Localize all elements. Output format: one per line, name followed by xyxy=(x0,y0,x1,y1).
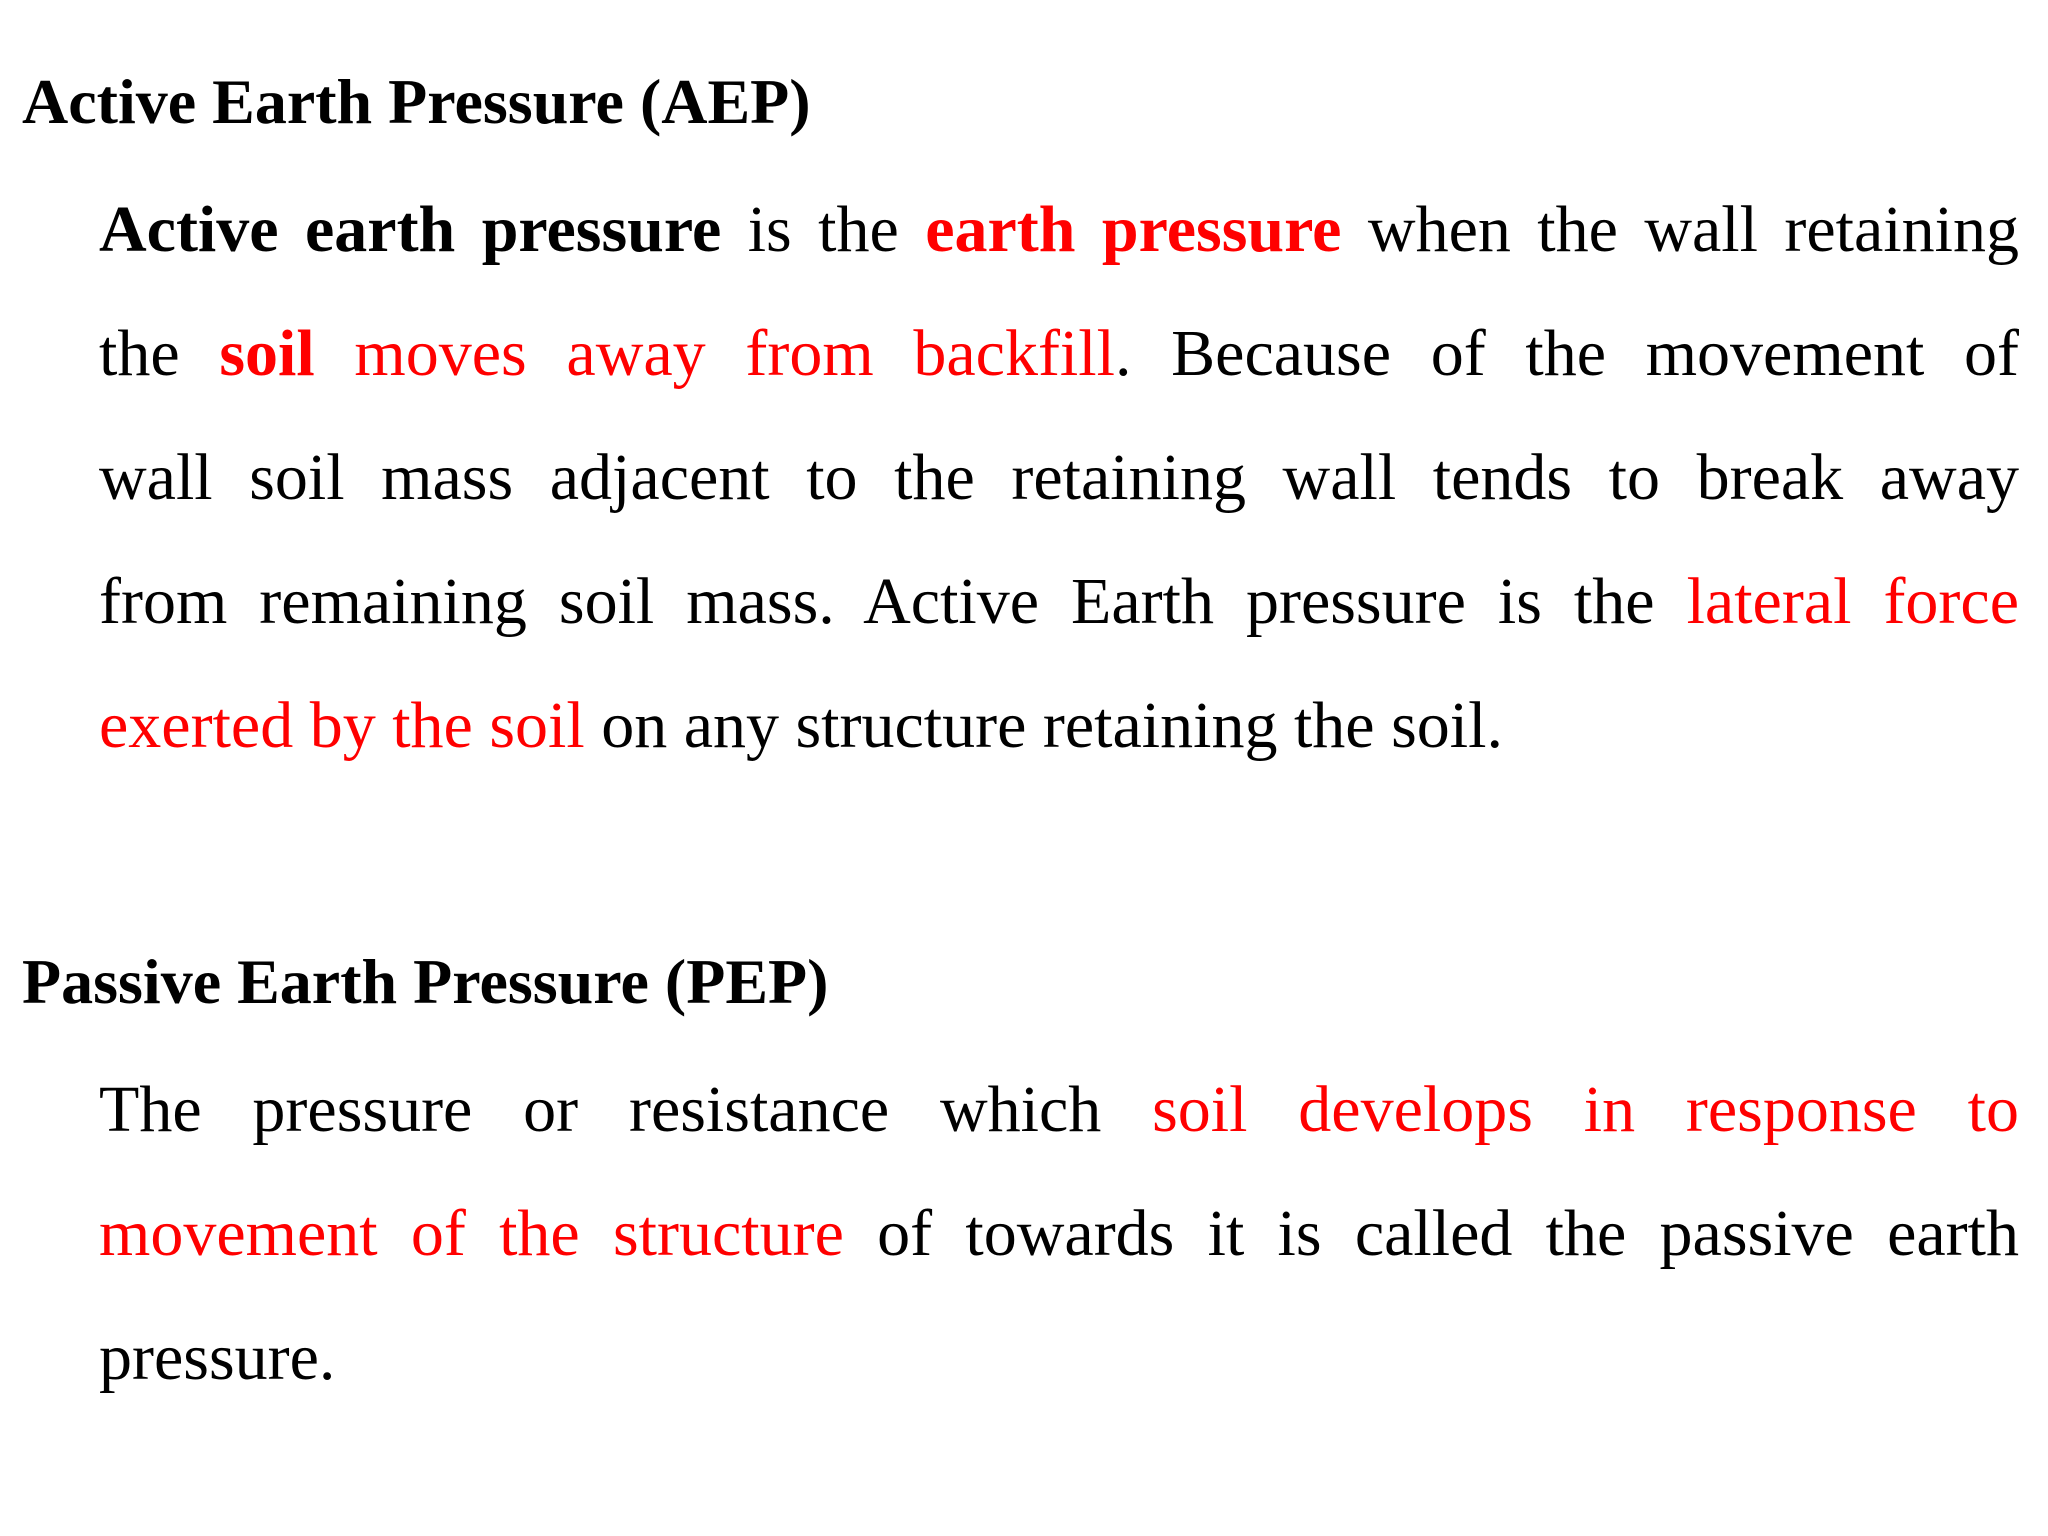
aep-line-5 xyxy=(99,664,2019,788)
pep-text: of towards it is called the passive earth xyxy=(843,1197,2020,1270)
pep-highlight-soil-develops: soil develops in response to xyxy=(1152,1073,2020,1146)
aep-heading: Active Earth Pressure (AEP) xyxy=(22,66,811,137)
pep-heading: Passive Earth Pressure (PEP) xyxy=(22,946,829,1017)
aep-text: is the xyxy=(721,193,926,266)
pep-paragraph xyxy=(99,1048,2019,1420)
aep-highlight-moves-away: moves away from backfill xyxy=(314,317,1115,390)
aep-line-3: wall soil mass adjacent to the retaining wall tends to break away xyxy=(99,441,2019,514)
aep-highlight-exerted: exerted by the soil xyxy=(99,689,585,762)
aep-highlight-lateral-force: lateral force xyxy=(1686,565,2019,638)
pep-text: The pressure or resistance which xyxy=(99,1073,1153,1146)
aep-text: on any structure retaining the soil. xyxy=(584,689,1503,762)
aep-text: when the wall retaining xyxy=(1341,193,2019,266)
aep-text: from remaining soil mass. Active Earth pressure is the xyxy=(99,565,1687,638)
pep-highlight-movement: movement of the structure xyxy=(99,1197,844,1270)
aep-term-bold: Active earth pressure xyxy=(99,193,722,266)
aep-highlight-earth-pressure: earth pressure xyxy=(925,193,1342,266)
aep-line-4 xyxy=(99,540,2019,664)
aep-paragraph xyxy=(99,168,2019,788)
aep-line-1 xyxy=(99,168,2019,292)
aep-highlight-soil: soil xyxy=(219,317,315,390)
pep-line-3: pressure. xyxy=(99,1321,336,1394)
aep-text: . Because of the movement of xyxy=(1114,317,2019,390)
pep-line-2 xyxy=(99,1172,2019,1296)
aep-line-2 xyxy=(99,292,2019,416)
pep-line-1 xyxy=(99,1048,2019,1172)
aep-text: the xyxy=(99,317,220,390)
